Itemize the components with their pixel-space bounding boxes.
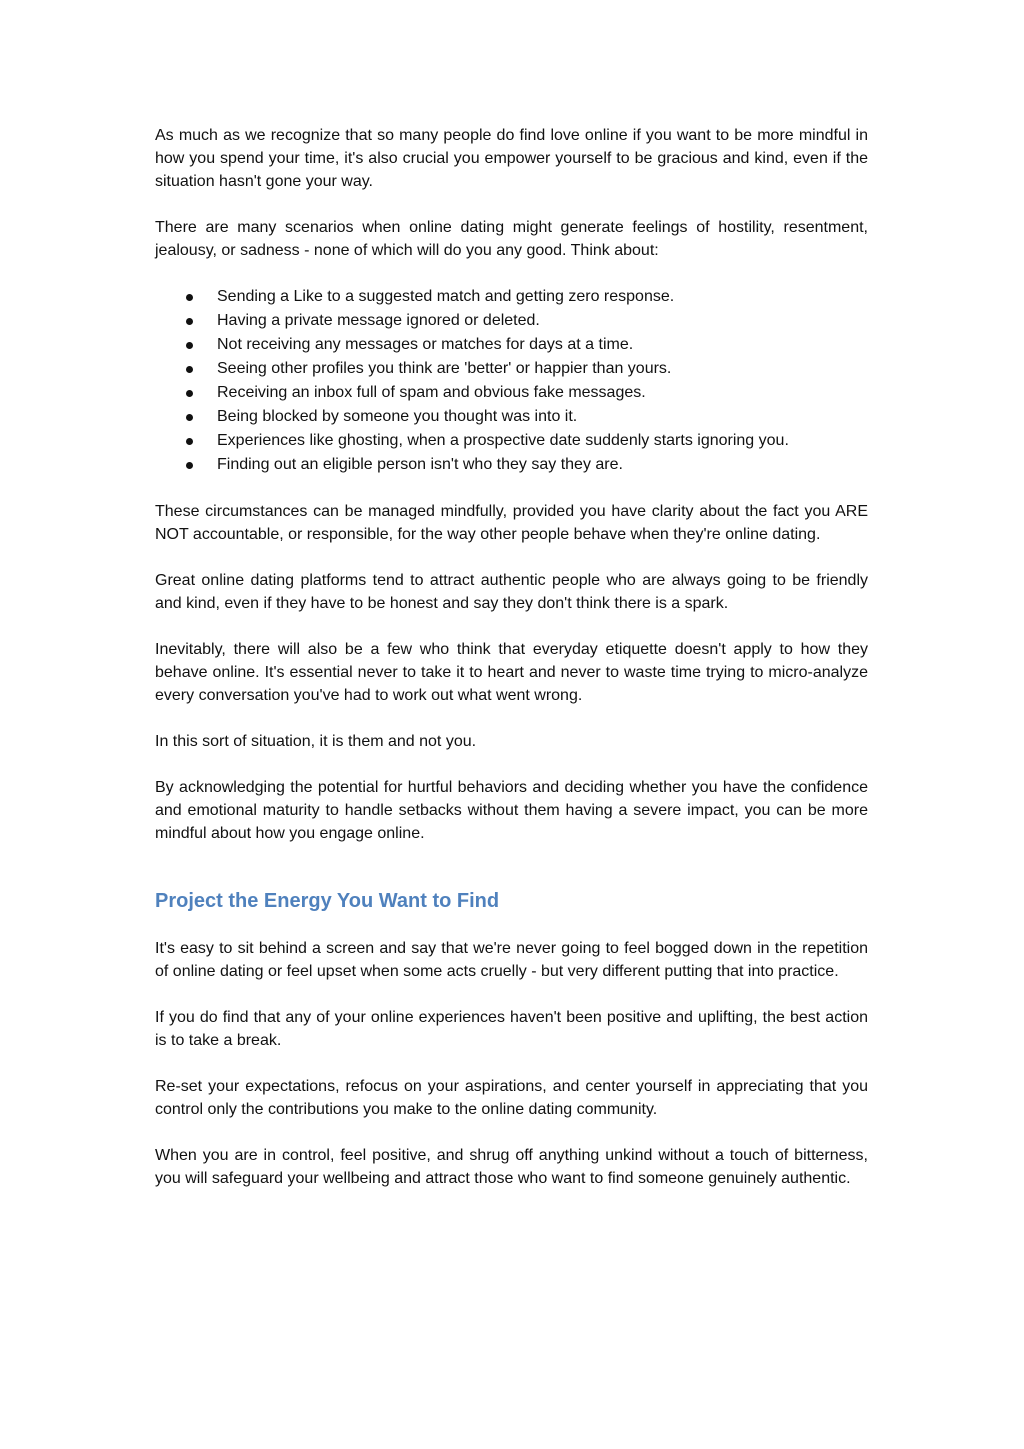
paragraph-them-not-you: In this sort of situation, it is them and not you. [155,733,477,750]
list-item [155,429,868,453]
list-item [155,333,868,357]
paragraph-scenarios: There are many scenarios when online dating might generate feelings of hostility, resentment, jealousy, or sadness - none of which will do you any good. Think about: [155,219,868,259]
list-item [155,405,868,429]
list-item-text: Finding out an eligible person isn't who they say they are. [217,456,623,473]
bullet-icon [186,390,193,397]
bullet-icon [186,462,193,469]
bullet-icon [186,366,193,373]
paragraph-intro: As much as we recognize that so many people do find love online if you want to be more mindful in how you spend your time, it's also crucial you empower yourself to be gracious and kind, even if the situation hasn't gone your way. [155,127,868,190]
paragraph-etiquette: Inevitably, there will also be a few who think that everyday etiquette doesn't apply to how they behave online. It's essential never to take it to heart and never to waste time trying to micro-analyze every conversation you've had to work out what went wrong. [155,641,868,704]
list-item-text: Sending a Like to a suggested match and getting zero response. [217,288,675,305]
paragraph-circumstances: These circumstances can be managed mindfully, provided you have clarity about the fact you ARE NOT accountable, or responsible, for the way other people behave when they're online dating. [155,503,868,543]
list-item [155,453,868,477]
list-item-text: Receiving an inbox full of spam and obvious fake messages. [217,384,646,401]
paragraph-take-break: If you do find that any of your online experiences haven't been positive and uplifting, the best action is to take a break. [155,1009,868,1049]
paragraph-platforms: Great online dating platforms tend to attract authentic people who are always going to be friendly and kind, even if they have to be honest and say they don't think there is a spark. [155,572,868,612]
section-heading: Project the Energy You Want to Find [155,890,500,912]
list-item-text: Experiences like ghosting, when a prospective date suddenly starts ignoring you. [217,432,789,449]
list-item-text: Being blocked by someone you thought was into it. [217,408,578,425]
paragraph-acknowledging: By acknowledging the potential for hurtful behaviors and deciding whether you have the confidence and emotional maturity to handle setbacks without them having a severe impact, you can be more mindful about how you engage online. [155,779,868,842]
bullet-icon [186,414,193,421]
paragraph-in-control: When you are in control, feel positive, and shrug off anything unkind without a touch of bitterness, you will safeguard your wellbeing and attract those who want to find someone genuinely authentic. [155,1147,868,1187]
paragraph-reset: Re-set your expectations, refocus on your aspirations, and center yourself in appreciating that you control only the contributions you make to the online dating community. [155,1078,868,1118]
paragraph-easy: It's easy to sit behind a screen and say that we're never going to feel bogged down in the repetition of online dating or feel upset when some acts cruelly - but very different putting that into practice. [155,940,868,980]
bullet-icon [186,438,193,445]
list-item [155,309,868,333]
list-item-text: Not receiving any messages or matches for days at a time. [217,336,634,353]
list-item [155,381,868,405]
list-item [155,357,868,381]
bullet-icon [186,294,193,301]
list-item-text: Having a private message ignored or deleted. [217,312,540,329]
document-page [155,124,868,1213]
list-item [155,285,868,309]
list-item-text: Seeing other profiles you think are 'better' or happier than yours. [217,360,672,377]
scenario-bullet-list [155,285,868,477]
bullet-icon [186,342,193,349]
bullet-icon [186,318,193,325]
